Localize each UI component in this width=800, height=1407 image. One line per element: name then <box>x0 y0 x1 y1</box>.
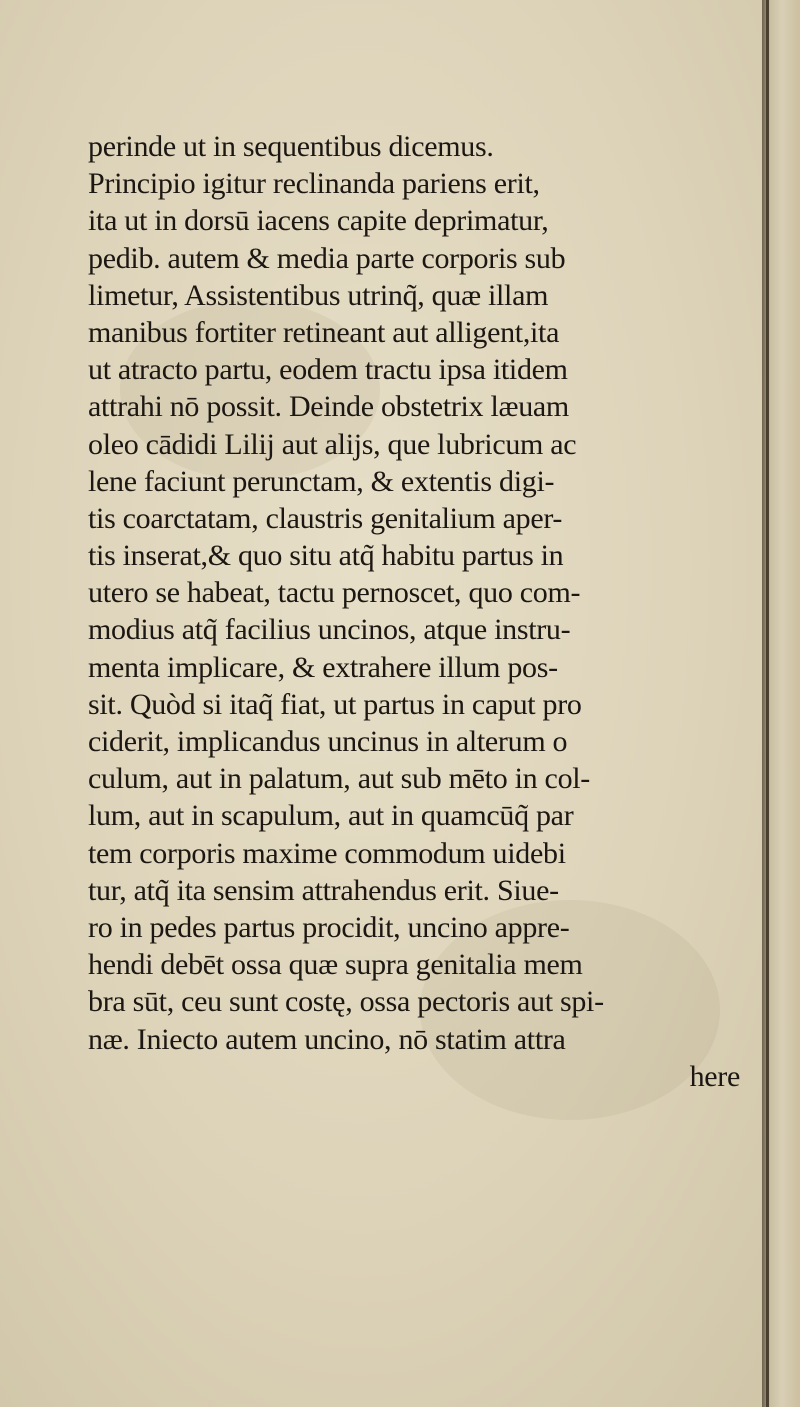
text-line: bra sūt, ceu sunt costę, ossa pectoris aut spi- <box>88 985 604 1019</box>
text-line: næ. Iniecto autem uncino, nō statim attra <box>88 1022 566 1056</box>
text-line: tis inserat,& quo situ atq̃ habitu partus in <box>88 539 564 573</box>
text-column <box>88 128 760 1095</box>
text-line: pedib. autem & media parte corporis sub <box>88 241 566 275</box>
text-line: manibus fortiter retineant aut alligent,ita <box>88 315 560 349</box>
text-line: tis coarctatam, claustris genitalium aper- <box>88 501 563 535</box>
text-line: perinde ut in sequentibus dicemus. <box>88 130 494 163</box>
text-line: sit. Quòd si itaq̃ fiat, ut partus in caput pro <box>88 687 582 721</box>
text-line: ita ut in dorsū iacens capite deprimatur, <box>88 204 549 238</box>
text-line: tem corporis maxime commodum uidebi <box>88 836 566 870</box>
text-line: utero se habeat, tactu pernoscet, quo com- <box>88 576 581 610</box>
text-line: Principio igitur reclinanda pariens erit, <box>88 167 540 201</box>
text-line: menta implicare, & extrahere illum pos- <box>88 650 558 684</box>
text-line: lene faciunt perunctam, & extentis digi- <box>88 464 555 498</box>
text-line: tur, atq̃ ita sensim attrahendus erit. Siue- <box>88 873 559 907</box>
text-line: limetur, Assistentibus utrinq̃, quæ illam <box>88 278 549 312</box>
text-line: attrahi nō possit. Deinde obstetrix læuam <box>88 390 569 424</box>
text-line: hendi debēt ossa quæ supra genitalia mem <box>88 948 583 982</box>
catchword: here <box>689 1059 740 1093</box>
binding-edge <box>766 0 769 1407</box>
text-line: culum, aut in palatum, aut sub mēto in col- <box>88 762 590 796</box>
text-line: ro in pedes partus procidit, uncino appre- <box>88 910 570 944</box>
text-line: ciderit, implicandus uncinus in alterum o <box>88 725 568 758</box>
text-line: modius atq̃ facilius uncinos, atque instru- <box>88 613 571 647</box>
text-line: ut atracto partu, eodem tractu ipsa itidem <box>88 353 568 387</box>
text-line: oleo cādidi Lilij aut alijs, que lubricum ac <box>88 427 577 461</box>
text-line: lum, aut in scapulum, aut in quamcūq̃ par <box>88 799 574 833</box>
